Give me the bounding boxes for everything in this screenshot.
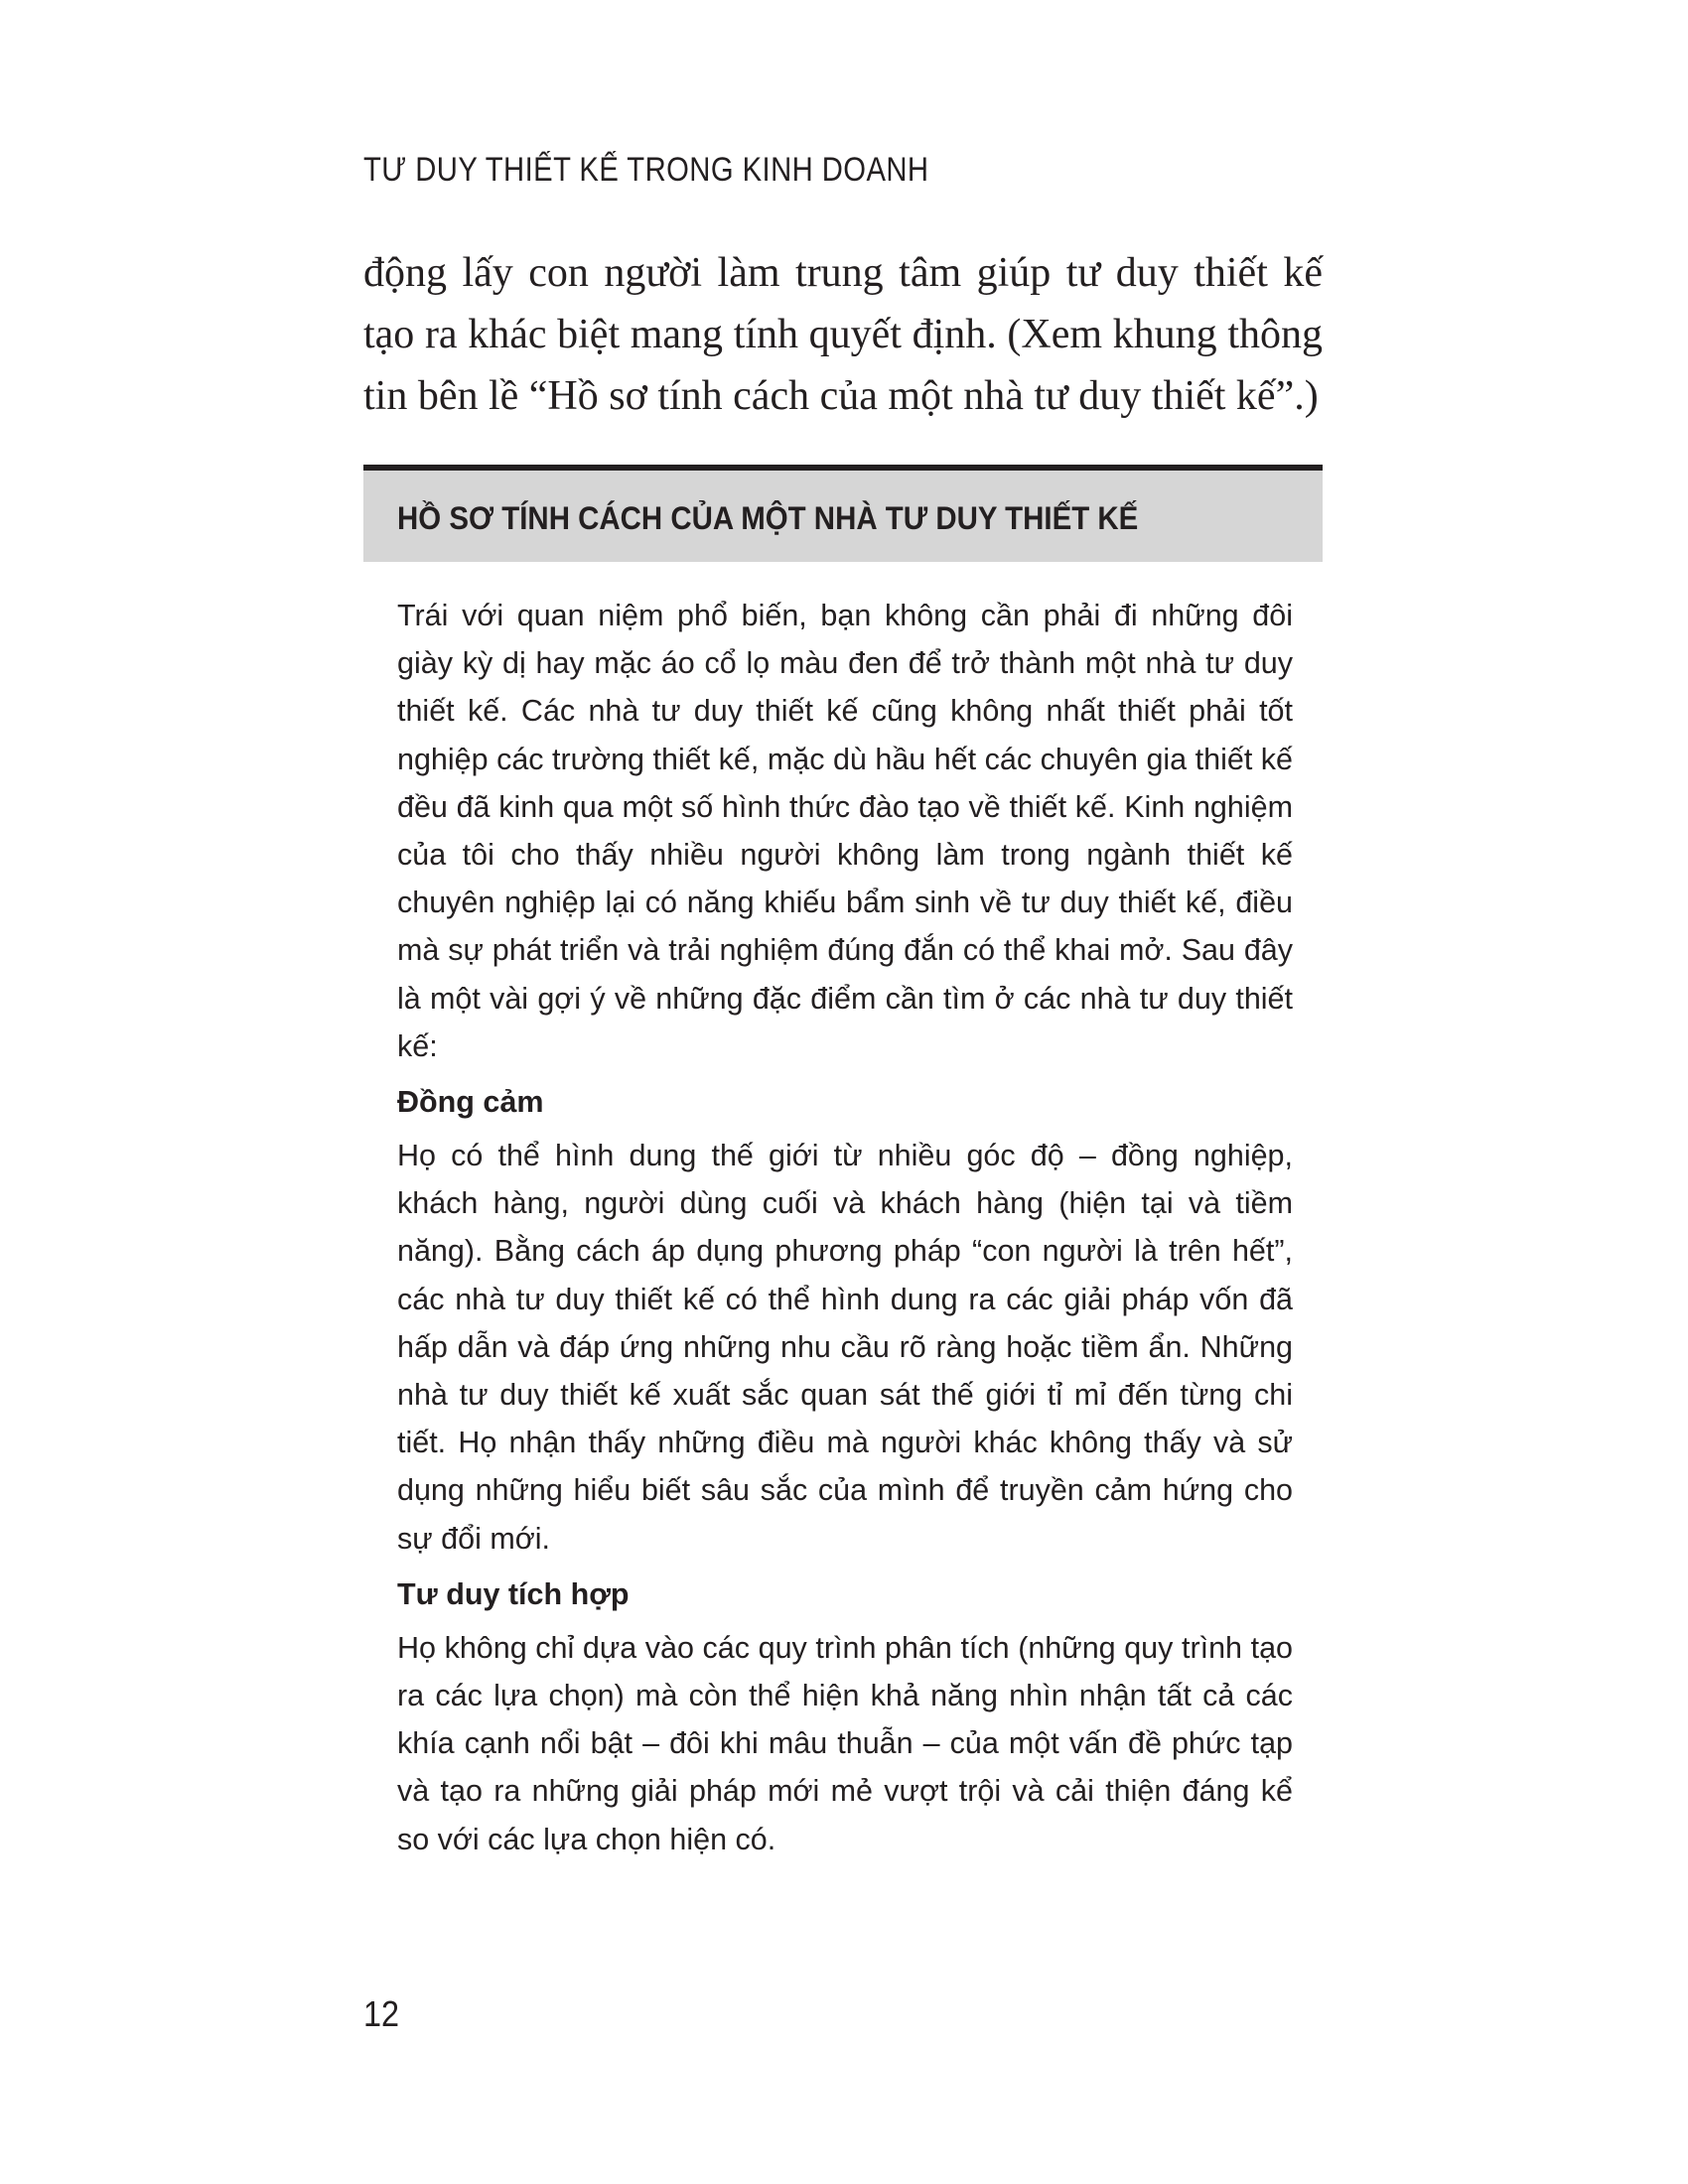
section-heading-integrative-thinking: Tư duy tích hợp — [397, 1576, 630, 1611]
sidebar-intro-paragraph: Trái với quan niệm phổ biến, bạn không cần phải đi những đôi giày kỳ dị hay mặc áo cổ lọ màu đen để trở thành một nhà tư duy thiết kế. Các nhà tư duy thiết kế cũng không nhất thiết phải tốt nghiệp các trường thiết kế, mặc dù hầu hết các chuyên gia thiết kế đều đã kinh qua một số hình thức đào tạo về thiết kế. Kinh nghiệm của tôi cho thấy nhiều người không làm trong ngành thiết kế chuyên nghiệp lại có năng khiếu bẩm sinh về tư duy thiết kế, điều mà sự phát triển và trải nghiệm đúng đắn có thể khai mở. Sau đây là một vài gợi ý về những đặc điểm cần tìm ở các nhà tư duy thiết kế: — [397, 599, 1293, 1063]
lead-paragraph: động lấy con người làm trung tâm giúp tư duy thiết kế tạo ra khác biệt mang tính quyết định. (Xem khung thông tin bên lề “Hồ sơ tính cách của một nhà tư duy thiết kế”.) — [363, 250, 1323, 419]
section-text-empathy: Họ có thể hình dung thế giới từ nhiều góc độ – đồng nghiệp, khách hàng, người dùng cuối và khách hàng (hiện tại và tiềm năng). Bằng cách áp dụng phương pháp “con người là trên hết”, các nhà tư duy thiết kế có thể hình dung ra các giải pháp vốn đã hấp dẫn và đáp ứng những nhu cầu rõ ràng hoặc tiềm ẩn. Những nhà tư duy thiết kế xuất sắc quan sát thế giới tỉ mỉ đến từng chi tiết. Họ nhận thấy những điều mà người khác không thấy và sử dụng những hiểu biết sâu sắc của mình để truyền cảm hứng cho sự đổi mới. — [397, 1139, 1293, 1556]
section-text-integrative-thinking: Họ không chỉ dựa vào các quy trình phân tích (những quy trình tạo ra các lựa chọn) mà còn thể hiện khả năng nhìn nhận tất cả các khía cạnh nổi bật – đôi khi mâu thuẫn – của một vấn đề phức tạp và tạo ra những giải pháp mới mẻ vượt trội và cải thiện đáng kể so với các lựa chọn hiện có. — [397, 1630, 1293, 1856]
sidebar-body — [397, 592, 1293, 1863]
sidebar-title: HỒ SƠ TÍNH CÁCH CỦA MỘT NHÀ TƯ DUY THIẾT KẾ — [397, 500, 1139, 536]
section-heading-empathy: Đồng cảm — [397, 1085, 544, 1120]
running-head: TƯ DUY THIẾT KẾ TRONG KINH DOANH — [363, 151, 929, 189]
sidebar-header — [363, 471, 1323, 562]
page-number: 12 — [363, 1993, 400, 2034]
